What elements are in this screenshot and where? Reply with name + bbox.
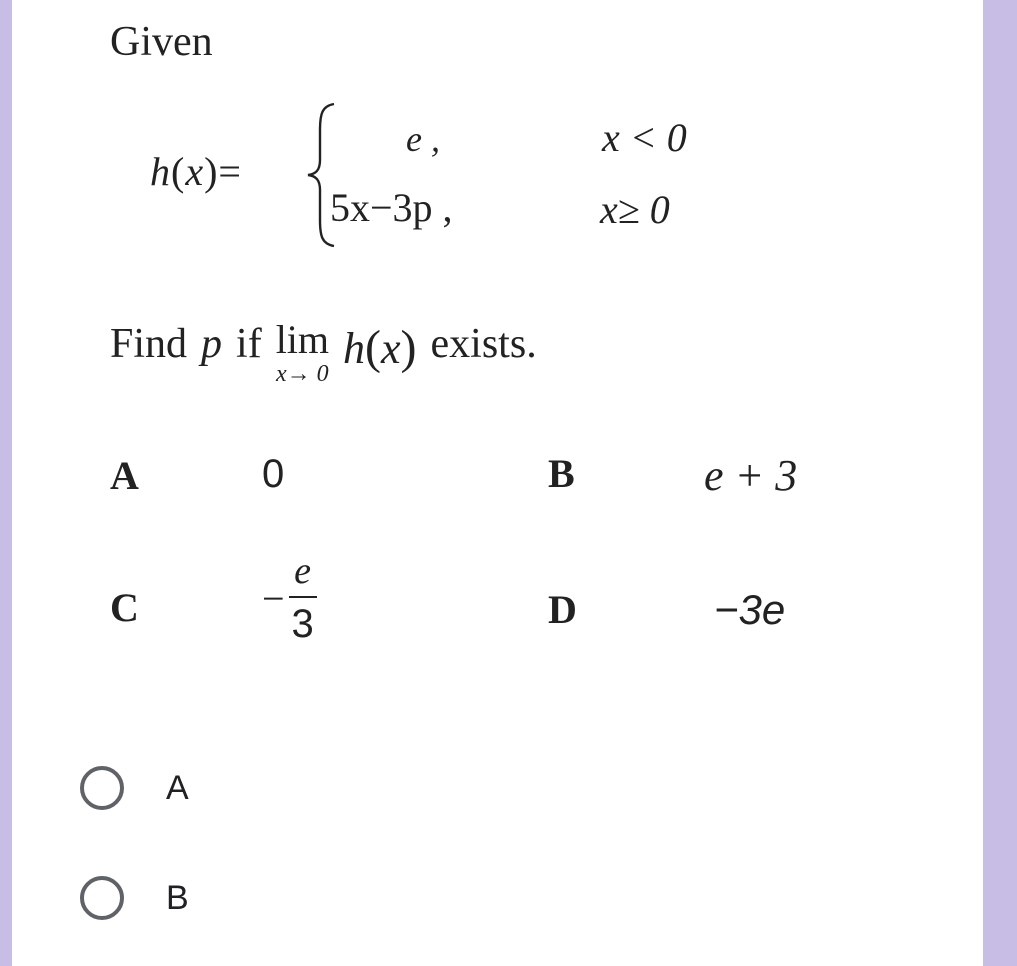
function-definition-lhs: h(x)= xyxy=(150,149,242,194)
choice-a[interactable] xyxy=(80,766,189,810)
radio-button-icon[interactable] xyxy=(80,766,124,810)
prompt-exists: exists. xyxy=(430,321,537,367)
prompt-p: p xyxy=(201,321,223,367)
option-d-value: −3e xyxy=(714,586,786,633)
option-c-fraction: $\frac{e}{3}$ xyxy=(289,552,317,644)
option-b-letter: B xyxy=(548,451,575,496)
option-a-value: 0 xyxy=(262,452,285,496)
limit-function: h(x) xyxy=(343,321,417,374)
limit-operator: lim x→ 0 xyxy=(275,317,330,387)
choice-b[interactable] xyxy=(80,876,189,920)
fraction-bar xyxy=(289,596,317,598)
option-c-letter: C xyxy=(110,585,139,630)
choice-a-label[interactable]: A xyxy=(166,768,189,807)
option-c-value xyxy=(262,552,317,644)
option-b-value: e + 3 xyxy=(704,451,798,500)
question-prompt xyxy=(110,317,537,387)
question-intro: Given xyxy=(110,19,213,65)
case-1-condition: x < 0 xyxy=(602,115,687,160)
prompt-find: Find xyxy=(110,321,188,367)
case-1-expression: e , xyxy=(406,119,440,159)
option-d-letter: D xyxy=(548,587,577,632)
question-card xyxy=(12,0,983,966)
case-2-expression: 5x−3p , xyxy=(330,185,453,230)
case-2-condition: x≥ 0 xyxy=(600,187,670,232)
prompt-if: if xyxy=(236,321,262,367)
option-a-letter: A xyxy=(110,453,139,498)
option-c-sign: − xyxy=(262,575,285,621)
choice-b-label[interactable]: B xyxy=(166,878,189,917)
radio-button-icon[interactable] xyxy=(80,876,124,920)
